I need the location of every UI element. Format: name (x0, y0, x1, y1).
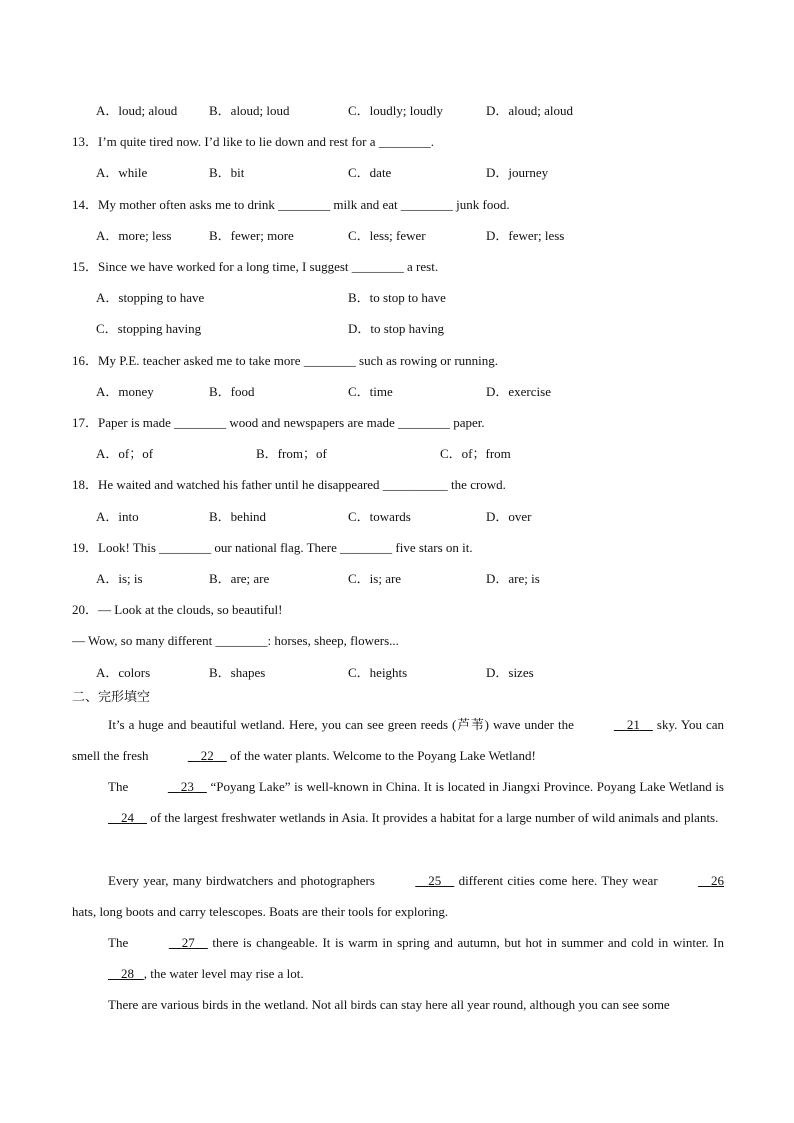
blank-number: 21 (626, 717, 640, 732)
blank-number: 25 (428, 873, 442, 888)
q14-option-d: D．fewer; less (486, 228, 565, 243)
q15-stem: 15．Since we have worked for a long time, I suggest ________ a rest. (72, 259, 439, 274)
blank-number: 23 (180, 779, 194, 794)
blank-21 (578, 709, 653, 740)
q18-option-a: A．into (96, 509, 139, 524)
passage-text: hats, long boots and carry telescopes. Boats are their tools for exploring. (72, 904, 449, 919)
q14-option-b: B．fewer; more (209, 228, 294, 243)
blank-number: 24 (121, 810, 134, 825)
q15-option-a: A．stopping to have (96, 290, 205, 305)
passage-text: there is changeable. It is warm in spring and autumn, but hot in summer and cold in winter. In (207, 935, 724, 950)
blank-28 (72, 958, 144, 989)
blank-number: 28 (121, 966, 134, 981)
q15-option-b: B．to stop to have (348, 290, 446, 305)
q19-option-b: B．are; are (209, 571, 270, 586)
passage-text: The (108, 935, 133, 950)
blank-24 (72, 802, 147, 833)
q19-option-c: C．is; are (348, 571, 402, 586)
q13-option-c: C．date (348, 165, 392, 180)
q12-option-b: B．aloud; loud (209, 103, 290, 118)
q20-stem-2: — Wow, so many different ________: horses, sheep, flowers... (72, 633, 399, 648)
q14-option-c: C．less; fewer (348, 228, 426, 243)
passage-paragraph-4 (72, 927, 724, 989)
q13-stem: 13．I’m quite tired now. I’d like to lie down and rest for a ________. (72, 134, 434, 149)
q15-option-c: C．stopping having (96, 321, 202, 336)
q14-option-a: A．more; less (96, 228, 172, 243)
passage-text: sky. You can smell the fresh (72, 717, 724, 763)
passage-text: different cities come here. They wear (454, 873, 662, 888)
q12-option-a: A．loud; aloud (96, 103, 178, 118)
q12-option-d: D．aloud; aloud (486, 103, 574, 118)
blank-27 (133, 927, 208, 958)
q12-option-c: C．loudly; loudly (348, 103, 443, 118)
q16-option-d: D．exercise (486, 384, 551, 399)
q13-option-a: A．while (96, 165, 148, 180)
q20-option-d: D．sizes (486, 665, 534, 680)
passage-text: The (108, 779, 132, 794)
passage-text: It’s a huge and beautiful wetland. Here, you can see green reeds (芦苇) wave under the (108, 717, 578, 732)
passage-paragraph-5 (72, 989, 724, 1020)
q19-stem: 19．Look! This ________ our national flag. There ________ five stars on it. (72, 540, 473, 555)
q20-option-c: C．heights (348, 665, 408, 680)
q18-stem: 18．He waited and watched his father until he disappeared __________ the crowd. (72, 477, 506, 492)
q16-option-a: A．money (96, 384, 154, 399)
passage-text: , the water level may rise a lot. (143, 966, 304, 981)
q13-option-d: D．journey (486, 165, 549, 180)
passage-text: of the water plants. Welcome to the Poyang Lake Wetland! (226, 748, 536, 763)
q13-option-b: B．bit (209, 165, 245, 180)
passage-paragraph-2 (72, 771, 724, 833)
q15-option-d: D．to stop having (348, 321, 445, 336)
q16-stem: 16．My P.E. teacher asked me to take more ________ such as rowing or running. (72, 353, 499, 368)
q20-stem: 20．— Look at the clouds, so beautiful! (72, 602, 283, 617)
blank-23 (132, 771, 207, 802)
q16-option-b: B．food (209, 384, 255, 399)
blank-number: 26 (710, 873, 724, 888)
blank-number: 22 (200, 748, 214, 763)
q18-option-b: B．behind (209, 509, 267, 524)
section-heading: 二、完形填空 (72, 690, 151, 705)
blank-26 (662, 865, 724, 896)
passage-text: Every year, many birdwatchers and photographers (108, 873, 380, 888)
q18-option-d: D．over (486, 509, 532, 524)
q14-stem: 14．My mother often asks me to drink ________ milk and eat ________ junk food. (72, 197, 510, 212)
passage-text: “Poyang Lake” is well-known in China. It is located in Jiangxi Province. Poyang Lake Wetland is (206, 779, 724, 794)
q16-option-c: C．time (348, 384, 393, 399)
blank-number: 27 (181, 935, 195, 950)
blank-25 (379, 865, 454, 896)
q17-option-c: C．of；from (440, 446, 511, 461)
passage-paragraph-3 (72, 865, 724, 927)
q18-option-c: C．towards (348, 509, 411, 524)
q17-option-b: B．from；of (256, 446, 327, 461)
q17-option-a: A．of；of (96, 446, 154, 461)
q19-option-d: D．are; is (486, 571, 540, 586)
passage-text: of the largest freshwater wetlands in Asia. It provides a habitat for a large number of wild animals and plants. (147, 810, 719, 825)
q19-option-a: A．is; is (96, 571, 143, 586)
blank-22 (152, 740, 227, 771)
passage-paragraph-1 (72, 709, 724, 771)
q20-option-b: B．shapes (209, 665, 266, 680)
q17-stem: 17．Paper is made ________ wood and newspapers are made ________ paper. (72, 415, 485, 430)
q20-option-a: A．colors (96, 665, 151, 680)
passage-text: There are various birds in the wetland. Not all birds can stay here all year round, although you can see some (108, 997, 670, 1012)
